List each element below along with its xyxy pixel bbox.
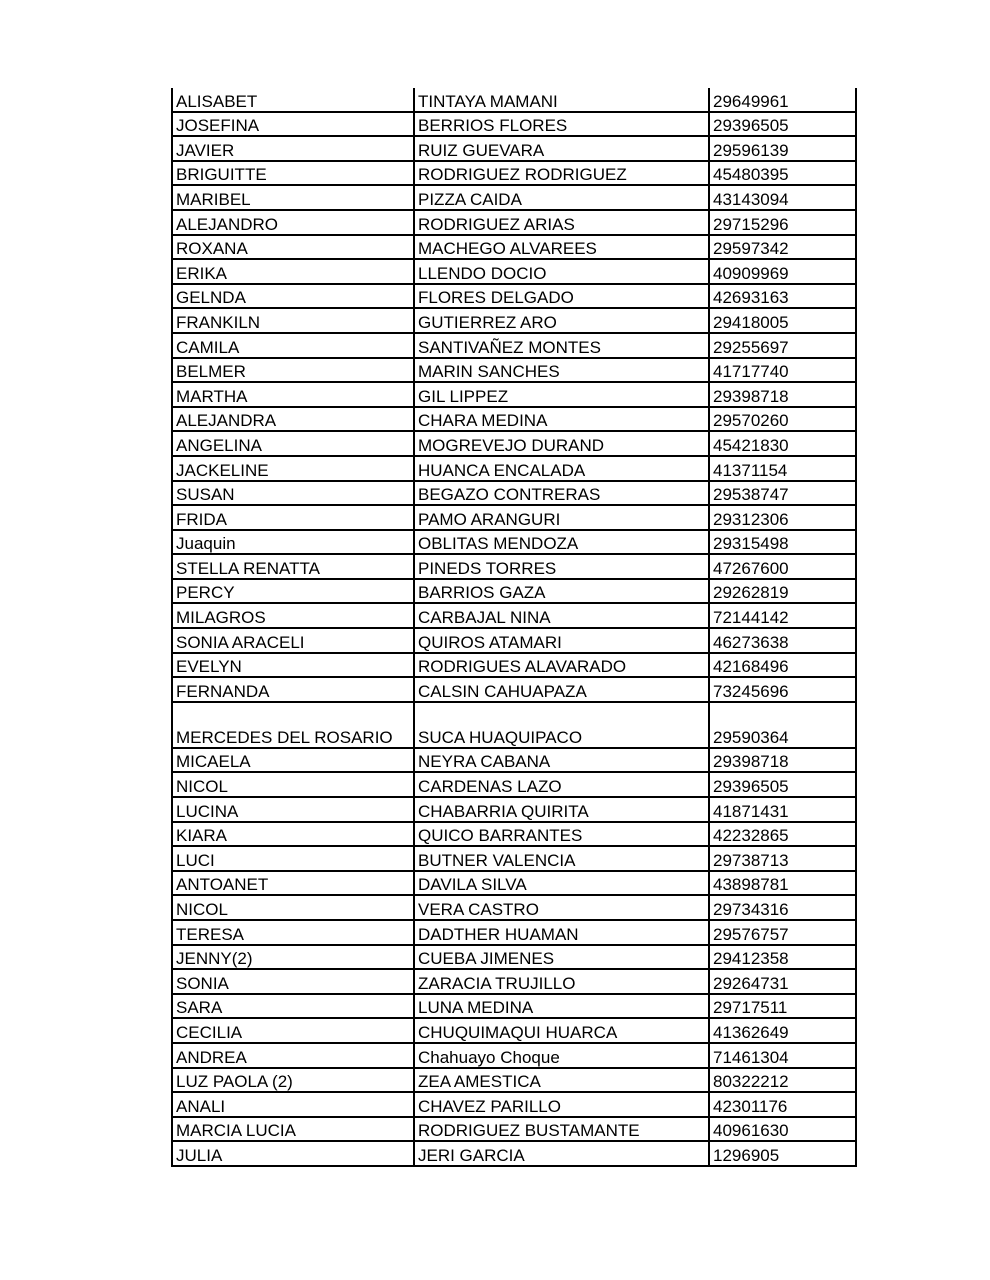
id-number-cell: 45480395 xyxy=(709,161,856,186)
last-name-cell: RODRIGUES ALAVARADO xyxy=(414,653,709,678)
table-row xyxy=(172,653,856,678)
last-name-cell: TINTAYA MAMANI xyxy=(414,88,709,112)
first-name-cell: ROXANA xyxy=(172,235,414,260)
table-row xyxy=(172,920,856,945)
table-row xyxy=(172,603,856,628)
id-number-cell: 46273638 xyxy=(709,628,856,653)
last-name-cell: BARRIOS GAZA xyxy=(414,579,709,604)
last-name-cell: FLORES DELGADO xyxy=(414,284,709,309)
first-name-cell: ALEJANDRA xyxy=(172,407,414,432)
first-name-cell: PERCY xyxy=(172,579,414,604)
id-number-cell: 29312306 xyxy=(709,505,856,530)
id-number-cell: 29396505 xyxy=(709,112,856,137)
id-number-cell: 29398718 xyxy=(709,748,856,773)
table-row xyxy=(172,88,856,112)
table-row xyxy=(172,505,856,530)
last-name-cell: GIL LIPPEZ xyxy=(414,382,709,407)
first-name-cell: MICAELA xyxy=(172,748,414,773)
first-name-cell: ANTOANET xyxy=(172,871,414,896)
table-row xyxy=(172,846,856,871)
table-row xyxy=(172,481,856,506)
last-name-cell: PIZZA CAIDA xyxy=(414,185,709,210)
last-name-cell: JERI GARCIA xyxy=(414,1141,709,1166)
id-number-cell: 42693163 xyxy=(709,284,856,309)
id-number-cell: 29597342 xyxy=(709,235,856,260)
id-number-cell: 29590364 xyxy=(709,702,856,748)
first-name-cell: LUCI xyxy=(172,846,414,871)
id-number-cell: 29315498 xyxy=(709,530,856,555)
id-number-cell: 41362649 xyxy=(709,1018,856,1043)
first-name-cell: MILAGROS xyxy=(172,603,414,628)
id-number-cell: 45421830 xyxy=(709,431,856,456)
last-name-cell: Chahuayo Choque xyxy=(414,1043,709,1068)
table-row xyxy=(172,407,856,432)
last-name-cell: BUTNER VALENCIA xyxy=(414,846,709,871)
last-name-cell: PINEDS TORRES xyxy=(414,554,709,579)
table-row xyxy=(172,136,856,161)
table-row xyxy=(172,628,856,653)
table-row xyxy=(172,530,856,555)
first-name-cell: NICOL xyxy=(172,895,414,920)
first-name-cell: EVELYN xyxy=(172,653,414,678)
id-number-cell: 29715296 xyxy=(709,210,856,235)
table-row xyxy=(172,822,856,847)
table-row xyxy=(172,456,856,481)
table-row xyxy=(172,579,856,604)
last-name-cell: OBLITAS MENDOZA xyxy=(414,530,709,555)
table-row xyxy=(172,185,856,210)
id-number-cell: 41871431 xyxy=(709,797,856,822)
table-row xyxy=(172,210,856,235)
first-name-cell: JOSEFINA xyxy=(172,112,414,137)
last-name-cell: RUIZ GUEVARA xyxy=(414,136,709,161)
id-number-cell: 80322212 xyxy=(709,1068,856,1093)
first-name-cell: ERIKA xyxy=(172,259,414,284)
first-name-cell: ANDREA xyxy=(172,1043,414,1068)
table-row xyxy=(172,358,856,383)
last-name-cell: SUCA HUAQUIPACO xyxy=(414,702,709,748)
table-row xyxy=(172,431,856,456)
id-number-cell: 42168496 xyxy=(709,653,856,678)
first-name-cell: KIARA xyxy=(172,822,414,847)
last-name-cell: DADTHER HUAMAN xyxy=(414,920,709,945)
table-body xyxy=(172,88,856,1166)
last-name-cell: CUEBA JIMENES xyxy=(414,945,709,970)
first-name-cell: GELNDA xyxy=(172,284,414,309)
last-name-cell: PAMO ARANGURI xyxy=(414,505,709,530)
first-name-cell: LUCINA xyxy=(172,797,414,822)
id-number-cell: 29596139 xyxy=(709,136,856,161)
id-number-cell: 29570260 xyxy=(709,407,856,432)
id-number-cell: 40909969 xyxy=(709,259,856,284)
table-row xyxy=(172,1117,856,1142)
first-name-cell: SUSAN xyxy=(172,481,414,506)
id-number-cell: 29738713 xyxy=(709,846,856,871)
first-name-cell: Juaquin xyxy=(172,530,414,555)
last-name-cell: MACHEGO ALVAREES xyxy=(414,235,709,260)
last-name-cell: HUANCA ENCALADA xyxy=(414,456,709,481)
last-name-cell: QUIROS ATAMARI xyxy=(414,628,709,653)
table-row xyxy=(172,1141,856,1166)
id-number-cell: 29418005 xyxy=(709,308,856,333)
first-name-cell: CAMILA xyxy=(172,333,414,358)
last-name-cell: BERRIOS FLORES xyxy=(414,112,709,137)
id-number-cell: 40961630 xyxy=(709,1117,856,1142)
first-name-cell: JACKELINE xyxy=(172,456,414,481)
last-name-cell: SANTIVAÑEZ MONTES xyxy=(414,333,709,358)
id-number-cell: 29412358 xyxy=(709,945,856,970)
id-number-cell: 29255697 xyxy=(709,333,856,358)
last-name-cell: LUNA MEDINA xyxy=(414,994,709,1019)
first-name-cell: BELMER xyxy=(172,358,414,383)
first-name-cell: BRIGUITTE xyxy=(172,161,414,186)
id-number-cell: 71461304 xyxy=(709,1043,856,1068)
last-name-cell: CARDENAS LAZO xyxy=(414,772,709,797)
first-name-cell: MARCIA LUCIA xyxy=(172,1117,414,1142)
table-row xyxy=(172,554,856,579)
table-row xyxy=(172,284,856,309)
table-row xyxy=(172,333,856,358)
first-name-cell: SONIA xyxy=(172,969,414,994)
id-number-cell: 29734316 xyxy=(709,895,856,920)
last-name-cell: CHAVEZ PARILLO xyxy=(414,1092,709,1117)
last-name-cell: LLENDO DOCIO xyxy=(414,259,709,284)
last-name-cell: VERA CASTRO xyxy=(414,895,709,920)
table-row xyxy=(172,382,856,407)
id-number-cell: 42232865 xyxy=(709,822,856,847)
table-row xyxy=(172,871,856,896)
id-number-cell: 72144142 xyxy=(709,603,856,628)
first-name-cell: FRIDA xyxy=(172,505,414,530)
id-number-cell: 43898781 xyxy=(709,871,856,896)
first-name-cell: MERCEDES DEL ROSARIO xyxy=(172,702,414,748)
first-name-cell: SONIA ARACELI xyxy=(172,628,414,653)
last-name-cell: CHARA MEDINA xyxy=(414,407,709,432)
first-name-cell: JAVIER xyxy=(172,136,414,161)
table-row xyxy=(172,895,856,920)
first-name-cell: ANALI xyxy=(172,1092,414,1117)
last-name-cell: MARIN SANCHES xyxy=(414,358,709,383)
table-row xyxy=(172,1068,856,1093)
first-name-cell: FRANKILN xyxy=(172,308,414,333)
last-name-cell: BEGAZO CONTRERAS xyxy=(414,481,709,506)
table-row xyxy=(172,748,856,773)
first-name-cell: ALEJANDRO xyxy=(172,210,414,235)
first-name-cell: SARA xyxy=(172,994,414,1019)
id-number-cell: 29396505 xyxy=(709,772,856,797)
table-row xyxy=(172,945,856,970)
last-name-cell: DAVILA SILVA xyxy=(414,871,709,896)
first-name-cell: LUZ PAOLA (2) xyxy=(172,1068,414,1093)
first-name-cell: MARTHA xyxy=(172,382,414,407)
table-row xyxy=(172,702,856,748)
last-name-cell: ZEA AMESTICA xyxy=(414,1068,709,1093)
last-name-cell: QUICO BARRANTES xyxy=(414,822,709,847)
id-number-cell: 29538747 xyxy=(709,481,856,506)
id-number-cell: 29717511 xyxy=(709,994,856,1019)
first-name-cell: MARIBEL xyxy=(172,185,414,210)
id-number-cell: 29262819 xyxy=(709,579,856,604)
first-name-cell: TERESA xyxy=(172,920,414,945)
table-row xyxy=(172,677,856,702)
last-name-cell: GUTIERREZ ARO xyxy=(414,308,709,333)
names-table xyxy=(171,88,857,1167)
last-name-cell: CHABARRIA QUIRITA xyxy=(414,797,709,822)
table-row xyxy=(172,1092,856,1117)
table-row xyxy=(172,112,856,137)
table-row xyxy=(172,235,856,260)
table-row xyxy=(172,969,856,994)
last-name-cell: MOGREVEJO DURAND xyxy=(414,431,709,456)
id-number-cell: 47267600 xyxy=(709,554,856,579)
last-name-cell: RODRIGUEZ RODRIGUEZ xyxy=(414,161,709,186)
id-number-cell: 41717740 xyxy=(709,358,856,383)
first-name-cell: JENNY(2) xyxy=(172,945,414,970)
first-name-cell: STELLA RENATTA xyxy=(172,554,414,579)
id-number-cell: 73245696 xyxy=(709,677,856,702)
last-name-cell: NEYRA CABANA xyxy=(414,748,709,773)
last-name-cell: CARBAJAL NINA xyxy=(414,603,709,628)
first-name-cell: CECILIA xyxy=(172,1018,414,1043)
id-number-cell: 29398718 xyxy=(709,382,856,407)
first-name-cell: JULIA xyxy=(172,1141,414,1166)
id-number-cell: 1296905 xyxy=(709,1141,856,1166)
table-row xyxy=(172,772,856,797)
last-name-cell: RODRIGUEZ BUSTAMANTE xyxy=(414,1117,709,1142)
last-name-cell: CHUQUIMAQUI HUARCA xyxy=(414,1018,709,1043)
id-number-cell: 29576757 xyxy=(709,920,856,945)
table-row xyxy=(172,1018,856,1043)
table-row xyxy=(172,259,856,284)
table-row xyxy=(172,797,856,822)
first-name-cell: FERNANDA xyxy=(172,677,414,702)
last-name-cell: ZARACIA TRUJILLO xyxy=(414,969,709,994)
first-name-cell: ANGELINA xyxy=(172,431,414,456)
last-name-cell: RODRIGUEZ ARIAS xyxy=(414,210,709,235)
id-number-cell: 42301176 xyxy=(709,1092,856,1117)
first-name-cell: ALISABET xyxy=(172,88,414,112)
id-number-cell: 43143094 xyxy=(709,185,856,210)
table-row xyxy=(172,994,856,1019)
table-row xyxy=(172,1043,856,1068)
table-row xyxy=(172,161,856,186)
first-name-cell: NICOL xyxy=(172,772,414,797)
id-number-cell: 41371154 xyxy=(709,456,856,481)
id-number-cell: 29264731 xyxy=(709,969,856,994)
id-number-cell: 29649961 xyxy=(709,88,856,112)
last-name-cell: CALSIN CAHUAPAZA xyxy=(414,677,709,702)
table-row xyxy=(172,308,856,333)
